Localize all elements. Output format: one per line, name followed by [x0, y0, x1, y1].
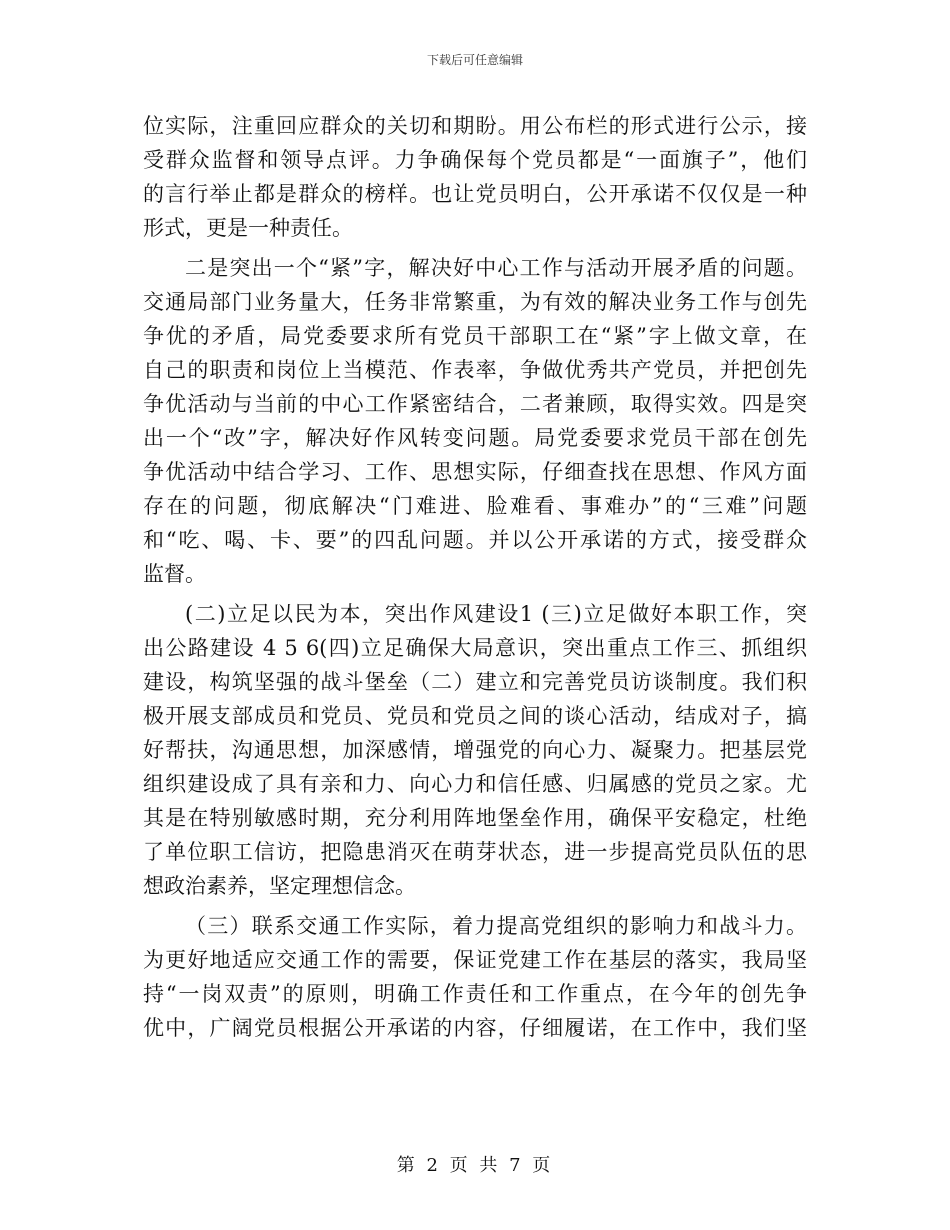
text-line: 存在的问题，彻底解决“门难进、脸难看、事难办”的“三难”问题 — [143, 494, 807, 518]
text-line: 争优的矛盾，局党委要求所有党员干部职工在“紧”字上做文章，在 — [143, 324, 807, 348]
text-line: 想政治素养，坚定理想信念。 — [143, 874, 416, 898]
text-line: 形式，更是一种责任。 — [143, 216, 353, 240]
paragraph-2 — [143, 251, 807, 591]
text-line: (二)立足以民为本，突出作风建设1 (三)立足做好本职工作，突 — [185, 602, 807, 626]
text-line: 交通局部门业务量大，任务非常繁重，为有效的解决业务工作与创先 — [143, 290, 807, 314]
text-line: 出公路建设 4 5 6(四)立足确保大局意识，突出重点工作三、抓组织 — [143, 636, 807, 660]
text-line: 组织建设成了具有亲和力、向心力和信任感、归属感的党员之家。尤 — [143, 772, 807, 796]
text-line: 位实际，注重回应群众的关切和期盼。用公布栏的形式进行公示，接 — [143, 114, 807, 138]
text-line: 二是突出一个“紧”字，解决好中心工作与活动开展矛盾的问题。 — [185, 256, 807, 280]
text-line: 的言行举止都是群众的榜样。也让党员明白，公开承诺不仅仅是一种 — [143, 182, 807, 206]
paragraph-4 — [143, 909, 807, 1045]
text-line: 争优活动中结合学习、工作、思想实际，仔细查找在思想、作风方面 — [143, 460, 807, 484]
text-line: 了单位职工信访，把隐患消灭在萌芽状态，进一步提高党员队伍的思 — [143, 840, 807, 864]
text-line: 和“吃、喝、卡、要”的四乱问题。并以公开承诺的方式，接受群众 — [143, 528, 807, 552]
page-number: 第 2 页 共 7 页 — [396, 1155, 554, 1176]
text-line: 建设，构筑坚强的战斗堡垒（二）建立和完善党员访谈制度。我们积 — [143, 670, 807, 694]
text-line: （三）联系交通工作实际，着力提高党组织的影响力和战斗力。 — [185, 914, 807, 938]
text-line: 其是在特别敏感时期，充分利用阵地堡垒作用，确保平安稳定，杜绝 — [143, 806, 807, 830]
text-line: 出一个“改”字，解决好作风转变问题。局党委要求党员干部在创先 — [143, 426, 807, 450]
text-line: 优中，广阔党员根据公开承诺的内容，仔细履诺，在工作中，我们坚 — [143, 1016, 807, 1040]
document-body — [143, 109, 807, 1045]
text-line: 争优活动与当前的中心工作紧密结合，二者兼顾，取得实效。四是突 — [143, 392, 807, 416]
paragraph-1 — [143, 109, 807, 245]
text-line: 持“一岗双责”的原则，明确工作责任和工作重点，在今年的创先争 — [143, 982, 807, 1006]
text-line: 自己的职责和岗位上当模范、作表率，争做优秀共产党员，并把创先 — [143, 358, 807, 382]
text-line: 受群众监督和领导点评。力争确保每个党员都是“一面旗子”，他们 — [143, 148, 807, 172]
text-line: 监督。 — [143, 562, 206, 586]
paragraph-3 — [143, 597, 807, 903]
text-line: 好帮扶，沟通思想，加深感情，增强党的向心力、凝聚力。把基层党 — [143, 738, 807, 762]
text-line: 极开展支部成员和党员、党员和党员之间的谈心活动，结成对子，搞 — [143, 704, 807, 728]
text-line: 为更好地适应交通工作的需要，保证党建工作在基层的落实，我局坚 — [143, 948, 807, 972]
page-header: 下载后可任意编辑 — [426, 53, 523, 67]
